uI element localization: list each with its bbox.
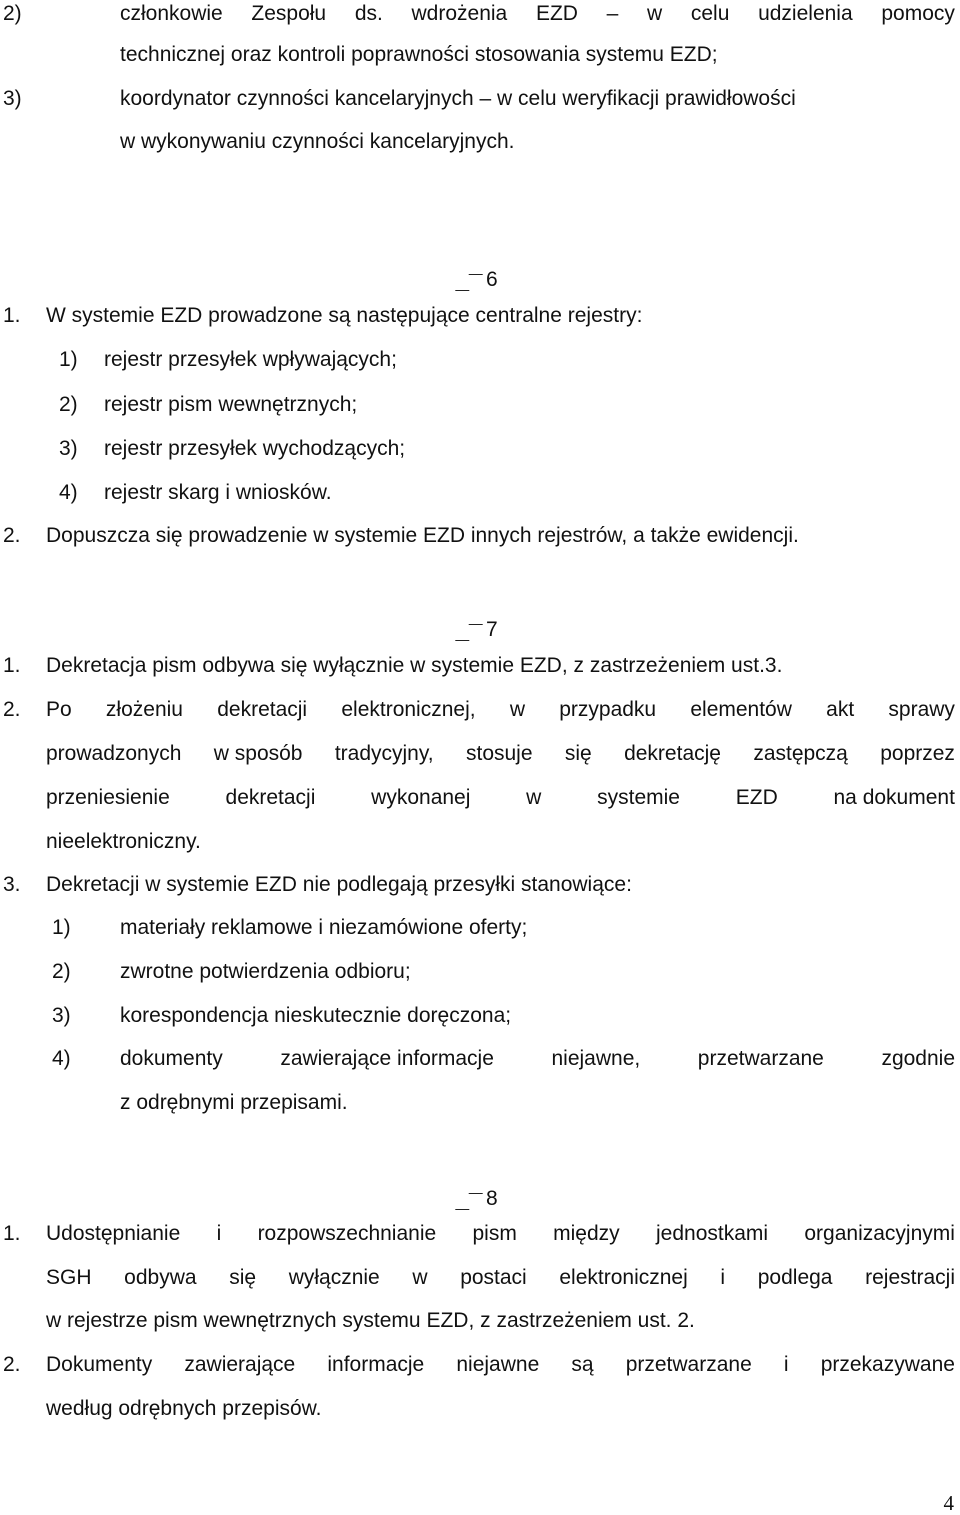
list-item-text: koordynator czynności kancelaryjnych – w celu weryfikacji prawidłowości <box>120 87 796 110</box>
list-item-text: z odrębnymi przepisami. <box>120 1091 348 1114</box>
word: celu <box>690 2 730 25</box>
word: prowadzonych <box>46 742 182 765</box>
paragraph-text: Dekretacji w systemie EZD nie podlegają przesyłki stanowiące: <box>46 873 632 896</box>
word: między <box>553 1222 620 1245</box>
word: Dokumenty <box>46 1353 153 1376</box>
word: i <box>720 1266 726 1289</box>
word: postaci <box>460 1266 527 1289</box>
justified-line <box>46 1351 955 1379</box>
word: rejestracji <box>865 1266 955 1289</box>
list-item-text: rejestr przesyłek wpływających; <box>104 348 397 371</box>
word: ds. <box>354 2 383 25</box>
word: akt <box>826 698 855 721</box>
list-item-number: 3) <box>59 437 78 460</box>
word: elektronicznej, <box>341 698 476 721</box>
list-item-number: 1) <box>52 916 71 939</box>
list-item-text: rejestr przesyłek wychodzących; <box>104 437 406 460</box>
word: zawierające <box>184 1353 296 1376</box>
word: elektronicznej <box>559 1266 688 1289</box>
list-item-number: 2) <box>52 960 71 983</box>
word: w <box>526 786 542 809</box>
list-item-text: technicznej oraz kontroli poprawności stosowania systemu EZD; <box>120 43 718 66</box>
section-heading <box>462 1177 498 1210</box>
word: systemie <box>597 786 680 809</box>
word: wdrożenia <box>411 2 508 25</box>
word: przypadku <box>559 698 657 721</box>
paragraph-text: nieelektroniczny. <box>46 830 201 853</box>
section-number: 8 <box>486 1187 498 1210</box>
word: zawierające informacje <box>280 1047 494 1070</box>
section-heading <box>462 608 498 641</box>
word: niejawne, <box>551 1047 641 1070</box>
list-item-number: 2) <box>59 393 78 416</box>
word: zgodnie <box>881 1047 955 1070</box>
word: dekretację <box>624 742 721 765</box>
word: sprawy <box>888 698 955 721</box>
list-item-text: rejestr pism wewnętrznych; <box>104 393 358 416</box>
list-item-text: korespondencja nieskutecznie doręczona; <box>120 1004 512 1027</box>
list-item-text: zwrotne potwierdzenia odbioru; <box>120 960 411 983</box>
word: pomocy <box>881 2 955 25</box>
page-number: 4 <box>943 1491 954 1515</box>
paragraph-text: W systemie EZD prowadzone są następujące centralne rejestry: <box>46 304 643 327</box>
word: Zespołu <box>251 2 327 25</box>
paragraph-number: 2. <box>3 698 21 721</box>
word: się <box>564 742 592 765</box>
word: przetwarzane <box>625 1353 752 1376</box>
word: informacje <box>327 1353 425 1376</box>
word: się <box>229 1266 257 1289</box>
section-sign-icon <box>462 1177 480 1205</box>
word: zastępczą <box>753 742 848 765</box>
word: Po <box>46 698 72 721</box>
word: poprzez <box>880 742 955 765</box>
justified-line <box>120 0 955 28</box>
word: są <box>571 1353 594 1376</box>
paragraph-number: 1. <box>3 654 21 677</box>
paragraph-number: 1. <box>3 1222 21 1245</box>
justified-line <box>120 1045 955 1073</box>
word: w <box>647 2 663 25</box>
word: w sposób <box>213 742 303 765</box>
justified-line <box>46 784 955 812</box>
word: i <box>783 1353 789 1376</box>
word: Udostępnianie <box>46 1222 181 1245</box>
section-sign-icon <box>462 608 480 636</box>
word: przetwarzane <box>697 1047 824 1070</box>
word: organizacyjnymi <box>804 1222 955 1245</box>
word: elementów <box>690 698 792 721</box>
paragraph-number: 1. <box>3 304 21 327</box>
justified-line <box>46 1220 955 1248</box>
word: wykonanej <box>371 786 471 809</box>
justified-line <box>46 1264 955 1292</box>
list-item-number: 4) <box>52 1047 71 1070</box>
word: w <box>509 698 525 721</box>
word: EZD <box>535 2 578 25</box>
word: SGH <box>46 1266 92 1289</box>
list-item-number: 2) <box>3 2 22 25</box>
word: członkowie <box>120 2 223 25</box>
section-sign-icon <box>462 258 480 286</box>
word: rozpowszechnianie <box>257 1222 437 1245</box>
word: wyłącznie <box>288 1266 380 1289</box>
paragraph-number: 3. <box>3 873 21 896</box>
list-item-number: 3) <box>3 87 22 110</box>
paragraph-number: 2. <box>3 1353 21 1376</box>
word: udzielenia <box>758 2 853 25</box>
word: niejawne <box>456 1353 540 1376</box>
section-number: 6 <box>486 268 498 291</box>
list-item-text: materiały reklamowe i niezamówione oferty; <box>120 916 528 939</box>
list-item-text: w wykonywaniu czynności kancelaryjnych. <box>120 130 515 153</box>
paragraph-text: w rejestrze pism wewnętrznych systemu EZD, z zastrzeżeniem ust. 2. <box>46 1309 695 1332</box>
list-item-number: 1) <box>59 348 78 371</box>
list-item-text: rejestr skarg i wniosków. <box>104 481 332 504</box>
word: na dokument <box>833 786 955 809</box>
word: w <box>412 1266 428 1289</box>
word: EZD <box>735 786 778 809</box>
word: i <box>216 1222 222 1245</box>
word: stosuje <box>465 742 533 765</box>
word: dekretacji <box>225 786 316 809</box>
section-heading <box>462 258 498 291</box>
section-number: 7 <box>486 618 498 641</box>
paragraph-text: według odrębnych przepisów. <box>46 1397 322 1420</box>
justified-line <box>46 740 955 768</box>
word: – <box>606 2 619 25</box>
word: przekazywane <box>820 1353 955 1376</box>
word: podlega <box>757 1266 833 1289</box>
word: pism <box>472 1222 517 1245</box>
word: dekretacji <box>217 698 308 721</box>
word: tradycyjny, <box>334 742 434 765</box>
paragraph-text: Dekretacja pism odbywa się wyłącznie w systemie EZD, z zastrzeżeniem ust.3. <box>46 654 783 677</box>
word: złożeniu <box>105 698 183 721</box>
paragraph-text: Dopuszcza się prowadzenie w systemie EZD innych rejestrów, a także ewidencji. <box>46 524 799 547</box>
word: przeniesienie <box>46 786 170 809</box>
word: odbywa <box>124 1266 197 1289</box>
word: dokumenty <box>120 1047 223 1070</box>
paragraph-number: 2. <box>3 524 21 547</box>
justified-line <box>46 696 955 724</box>
list-item-number: 3) <box>52 1004 71 1027</box>
word: jednostkami <box>655 1222 769 1245</box>
list-item-number: 4) <box>59 481 78 504</box>
